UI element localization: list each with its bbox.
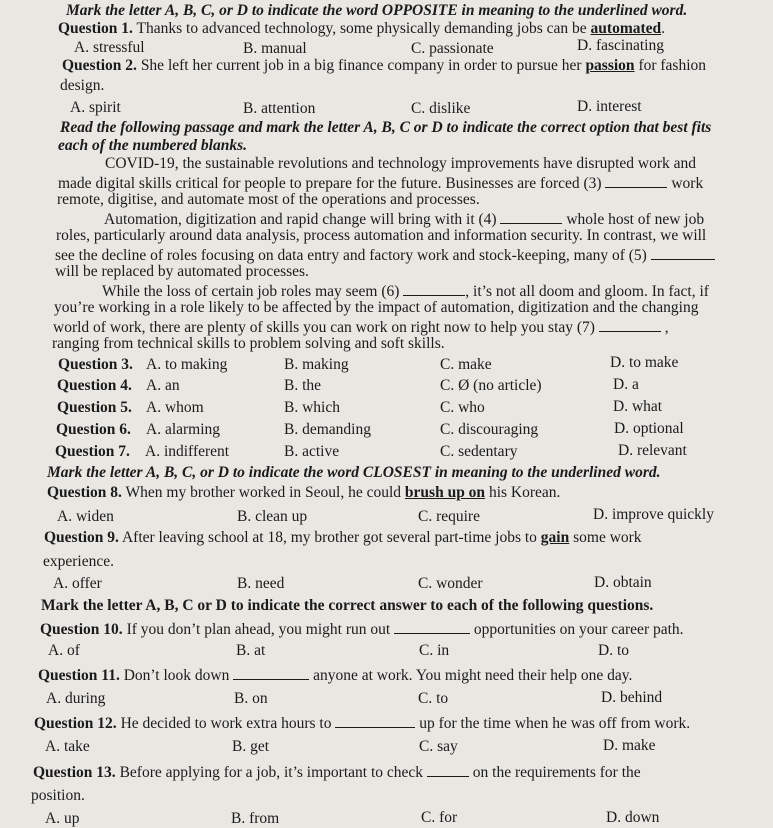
q12-option-a[interactable]: A. take <box>45 738 90 755</box>
q6-option-b[interactable]: B. demanding <box>284 421 371 438</box>
blank-7[interactable] <box>599 317 661 332</box>
q12-option-d[interactable]: D. make <box>603 737 656 754</box>
section1-instruction: Mark the letter A, B, C, or D to indicate the word OPPOSITE in meaning to the underlined word. <box>66 2 688 19</box>
section3-instruction: Mark the letter A, B, C, or D to indicate the word CLOSEST in meaning to the underlined word. <box>47 464 661 481</box>
question-13-label: Question 13. <box>33 764 116 781</box>
section2-instruction-line1: Read the following passage and mark the letter A, B, C or D to indicate the correct option that best fits <box>60 119 712 136</box>
question-2-line2: design. <box>60 77 105 94</box>
passage-p2-line4: will be replaced by automated processes. <box>55 263 309 280</box>
question-2-underlined: passion <box>585 57 635 74</box>
q3-option-b[interactable]: B. making <box>284 356 349 373</box>
q1-option-b[interactable]: B. manual <box>243 40 307 57</box>
q9-option-b[interactable]: B. need <box>237 575 285 592</box>
passage-p2-line3: see the decline of roles focusing on data entry and factory work and stock-keeping, many of (5) <box>55 245 715 265</box>
passage-p3-line3: world of work, there are plenty of skills you can work on right now to help you stay (7) , <box>53 319 669 336</box>
question-10: Question 10. If you don’t plan ahead, you might run out opportunities on your career path. <box>40 621 684 638</box>
question-9-text: After leaving school at 18, my brother got several part-time jobs to <box>121 529 541 546</box>
passage-p3-line4: ranging from technical skills to problem solving and soft skills. <box>52 335 445 352</box>
q2-option-d[interactable]: D. interest <box>577 98 642 115</box>
passage-p2-line1: Automation, digitization and rapid change will bring with it (4) whole host of new job <box>104 211 705 228</box>
q8-option-d[interactable]: D. improve quickly <box>593 506 714 523</box>
q11-option-b[interactable]: B. on <box>234 690 268 707</box>
question-12: Question 12. He decided to work extra hours to up for the time when he was off from work. <box>34 715 691 732</box>
q1-option-a[interactable]: A. stressful <box>74 39 145 56</box>
q1-option-d[interactable]: D. fascinating <box>577 37 664 54</box>
passage-p2-line2: roles, particularly around data analysis, process automation and information security. In contrast, we will <box>56 227 707 244</box>
question-9: Question 9. After leaving school at 18, my brother got several part-time jobs to gain some work <box>44 529 642 546</box>
q9-option-a[interactable]: A. offer <box>53 575 102 592</box>
section2-instruction-line2: each of the numbered blanks. <box>58 137 248 154</box>
question-9-line2: experience. <box>43 553 114 570</box>
question-1-label: Question 1. <box>58 20 133 37</box>
question-2-label: Question 2. <box>62 57 137 74</box>
question-10-label: Question 10. <box>40 621 123 638</box>
blank-11[interactable] <box>233 665 309 680</box>
q10-option-a[interactable]: A. of <box>48 642 80 659</box>
blank-6[interactable] <box>403 281 465 296</box>
q2-option-b[interactable]: B. attention <box>243 100 316 117</box>
question-8-label: Question 8. <box>47 484 122 501</box>
q5-option-c[interactable]: C. who <box>440 399 485 416</box>
question-1-underlined: automated <box>590 20 662 37</box>
blank-13[interactable] <box>427 762 469 777</box>
q4-option-b[interactable]: B. the <box>284 377 322 394</box>
question-9-underlined: gain <box>540 529 570 546</box>
q7-option-c[interactable]: C. sedentary <box>440 443 518 460</box>
question-2: Question 2. She left her current job in a big finance company in order to pursue her passion for fashion <box>62 57 707 74</box>
q11-option-a[interactable]: A. during <box>46 690 106 707</box>
q11-option-c[interactable]: C. to <box>418 690 449 707</box>
q8-option-c[interactable]: C. require <box>418 508 480 525</box>
question-11: Question 11. Don’t look down anyone at work. You might need their help one day. <box>38 667 633 684</box>
passage-p1-line1: COVID-19, the sustainable revolutions and technology improvements have disrupted work and <box>105 155 697 172</box>
q5-option-d[interactable]: D. what <box>613 398 663 415</box>
passage-p3-line2: you’re working in a role likely to be affected by the impact of automation, digitization and the changing <box>54 299 699 316</box>
q12-option-b[interactable]: B. get <box>232 738 270 755</box>
question-7-label: Question 7. <box>55 443 130 460</box>
blank-3[interactable] <box>605 173 667 188</box>
q7-option-d[interactable]: D. relevant <box>618 442 687 459</box>
blank-4[interactable] <box>500 209 562 224</box>
passage-p1-line3: remote, digitise, and automate most of the operations and processes. <box>57 191 480 208</box>
q13-option-a[interactable]: A. up <box>45 810 80 827</box>
blank-12[interactable] <box>335 713 415 728</box>
question-13: Question 13. Before applying for a job, it’s important to check on the requirements for the <box>33 764 641 781</box>
q3-option-d[interactable]: D. to make <box>610 354 679 371</box>
passage-p1-line2: made digital skills critical for people to prepare for the future. Businesses are forced (3) work <box>58 175 704 192</box>
q5-option-a[interactable]: A. whom <box>146 399 204 416</box>
q5-option-b[interactable]: B. which <box>284 399 340 416</box>
q2-option-c[interactable]: C. dislike <box>411 100 471 117</box>
question-8: Question 8. When my brother worked in Seoul, he could brush up on his Korean. <box>47 484 561 501</box>
section4-instruction: Mark the letter A, B, C or D to indicate the correct answer to each of the following questions. <box>41 597 654 614</box>
q13-option-d[interactable]: D. down <box>606 809 660 826</box>
q6-option-c[interactable]: C. discouraging <box>440 421 539 438</box>
q10-option-b[interactable]: B. at <box>236 642 266 659</box>
question-1: Question 1. Thanks to advanced technology, some physically demanding jobs can be automated. <box>58 20 666 37</box>
q8-option-b[interactable]: B. clean up <box>237 508 308 525</box>
q7-option-a[interactable]: A. indifferent <box>145 443 230 460</box>
question-3-label: Question 3. <box>58 356 133 373</box>
question-2-text: She left her current job in a big finance company in order to pursue her <box>140 57 586 74</box>
q2-option-a[interactable]: A. spirit <box>70 99 121 116</box>
blank-5[interactable] <box>651 245 715 260</box>
q1-option-c[interactable]: C. passionate <box>411 40 494 57</box>
question-8-text: When my brother worked in Seoul, he could <box>125 484 405 501</box>
question-12-label: Question 12. <box>34 715 117 732</box>
q9-option-d[interactable]: D. obtain <box>594 574 652 591</box>
question-1-text: Thanks to advanced technology, some physically demanding jobs can be <box>136 20 591 37</box>
q6-option-a[interactable]: A. alarming <box>146 421 221 438</box>
question-4-label: Question 4. <box>57 377 132 394</box>
question-6-label: Question 6. <box>56 421 131 438</box>
question-8-underlined: brush up on <box>404 484 486 501</box>
q12-option-c[interactable]: C. say <box>419 738 458 755</box>
q13-option-c[interactable]: C. for <box>421 809 458 826</box>
q8-option-a[interactable]: A. widen <box>57 508 114 525</box>
q13-option-b[interactable]: B. from <box>231 810 280 827</box>
q10-option-d[interactable]: D. to <box>598 642 629 659</box>
question-5-label: Question 5. <box>57 399 132 416</box>
q6-option-d[interactable]: D. optional <box>614 420 684 437</box>
q4-option-d[interactable]: D. a <box>613 376 639 393</box>
q9-option-c[interactable]: C. wonder <box>418 575 483 592</box>
passage-p3-line1: While the loss of certain job roles may seem (6) , it’s not all doom and gloom. In fact, if <box>102 283 709 300</box>
q3-option-a[interactable]: A. to making <box>146 356 228 373</box>
q11-option-d[interactable]: D. behind <box>601 689 663 706</box>
q4-option-c[interactable]: C. Ø (no article) <box>440 377 542 394</box>
question-13-line2: position. <box>31 787 85 804</box>
q3-option-c[interactable]: C. make <box>440 356 492 373</box>
question-11-label: Question 11. <box>38 667 120 684</box>
question-9-label: Question 9. <box>44 529 119 546</box>
q10-option-c[interactable]: C. in <box>419 642 450 659</box>
q4-option-a[interactable]: A. an <box>146 377 180 394</box>
q7-option-b[interactable]: B. active <box>284 443 340 460</box>
blank-10[interactable] <box>394 619 470 634</box>
